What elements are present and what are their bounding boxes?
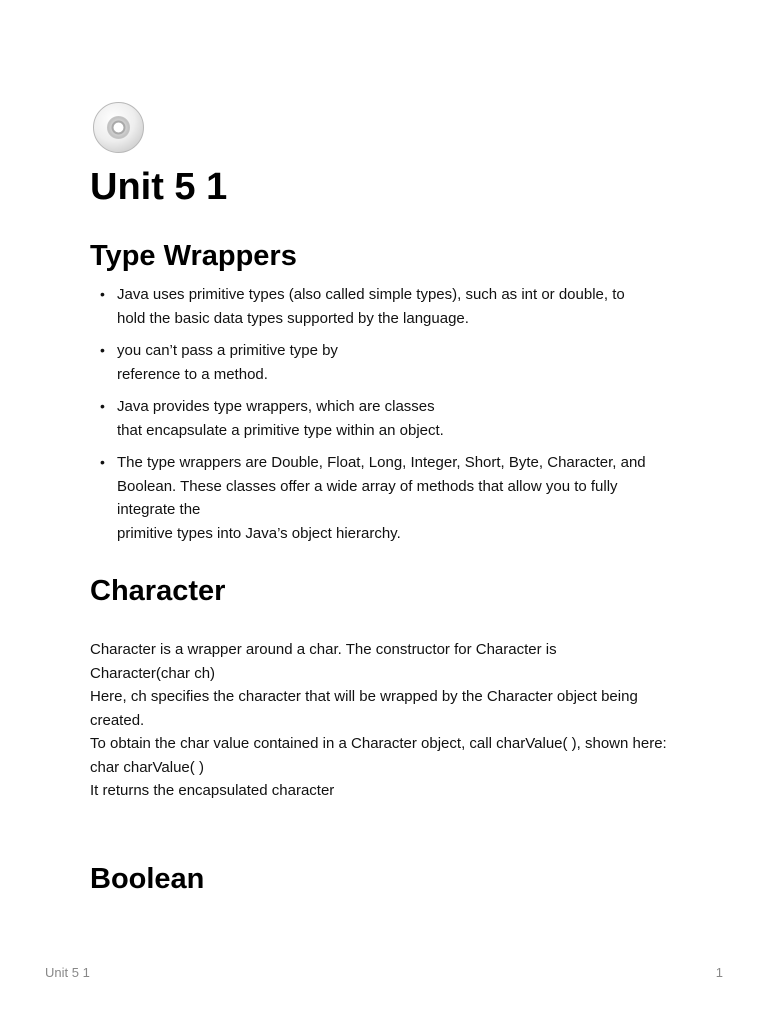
bullet-text-line: primitive types into Java’s object hierarchy. bbox=[117, 524, 401, 542]
bullet-item bbox=[90, 339, 670, 386]
bullet-text-line: integrate the bbox=[117, 501, 201, 518]
paragraph-line: char charValue( ) bbox=[90, 758, 204, 776]
section-heading-boolean: Boolean bbox=[90, 863, 205, 895]
bullet-icon: • bbox=[100, 342, 105, 358]
bullet-icon: • bbox=[100, 398, 105, 414]
type-wrappers-bullet-list bbox=[90, 283, 670, 554]
paragraph-line: Character is a wrapper around a char. The constructor for Character is bbox=[90, 641, 557, 658]
bullet-icon: • bbox=[100, 286, 105, 302]
section-heading-type-wrappers: Type Wrappers bbox=[90, 240, 297, 272]
bullet-text-line: that encapsulate a primitive type within an object. bbox=[117, 421, 444, 439]
paragraph-line: Here, ch specifies the character that will be wrapped by the Character object being bbox=[90, 688, 638, 705]
section-heading-character: Character bbox=[90, 575, 226, 607]
bullet-text-line: Boolean. These classes offer a wide array of methods that allow you to fully bbox=[117, 477, 618, 495]
bullet-text-line: The type wrappers are Double, Float, Long, Integer, Short, Byte, Character, and bbox=[117, 454, 646, 471]
paragraph-line: It returns the encapsulated character bbox=[90, 782, 335, 799]
bullet-text-line: you can’t pass a primitive type by bbox=[117, 342, 338, 359]
bullet-item bbox=[90, 451, 670, 545]
bullet-text-line: Java provides type wrappers, which are classes bbox=[117, 398, 435, 415]
document-title: Unit 5 1 bbox=[90, 166, 228, 208]
paragraph-line: created. bbox=[90, 711, 145, 729]
character-paragraph bbox=[90, 638, 690, 803]
paragraph-line: To obtain the char value contained in a Character object, call charValue( ), shown here: bbox=[90, 735, 667, 752]
bullet-item bbox=[90, 283, 670, 330]
bullet-text-line: Java uses primitive types (also called simple types), such as int or double, to bbox=[117, 286, 625, 303]
bullet-icon: • bbox=[100, 454, 105, 470]
disc-icon bbox=[92, 101, 145, 154]
bullet-text-line: hold the basic data types supported by the language. bbox=[117, 309, 469, 327]
paragraph-line: Character(char ch) bbox=[90, 664, 216, 682]
bullet-text-line: reference to a method. bbox=[117, 365, 268, 383]
footer-page-number: 1 bbox=[715, 965, 723, 980]
bullet-item bbox=[90, 395, 670, 442]
footer-document-title: Unit 5 1 bbox=[45, 965, 90, 980]
